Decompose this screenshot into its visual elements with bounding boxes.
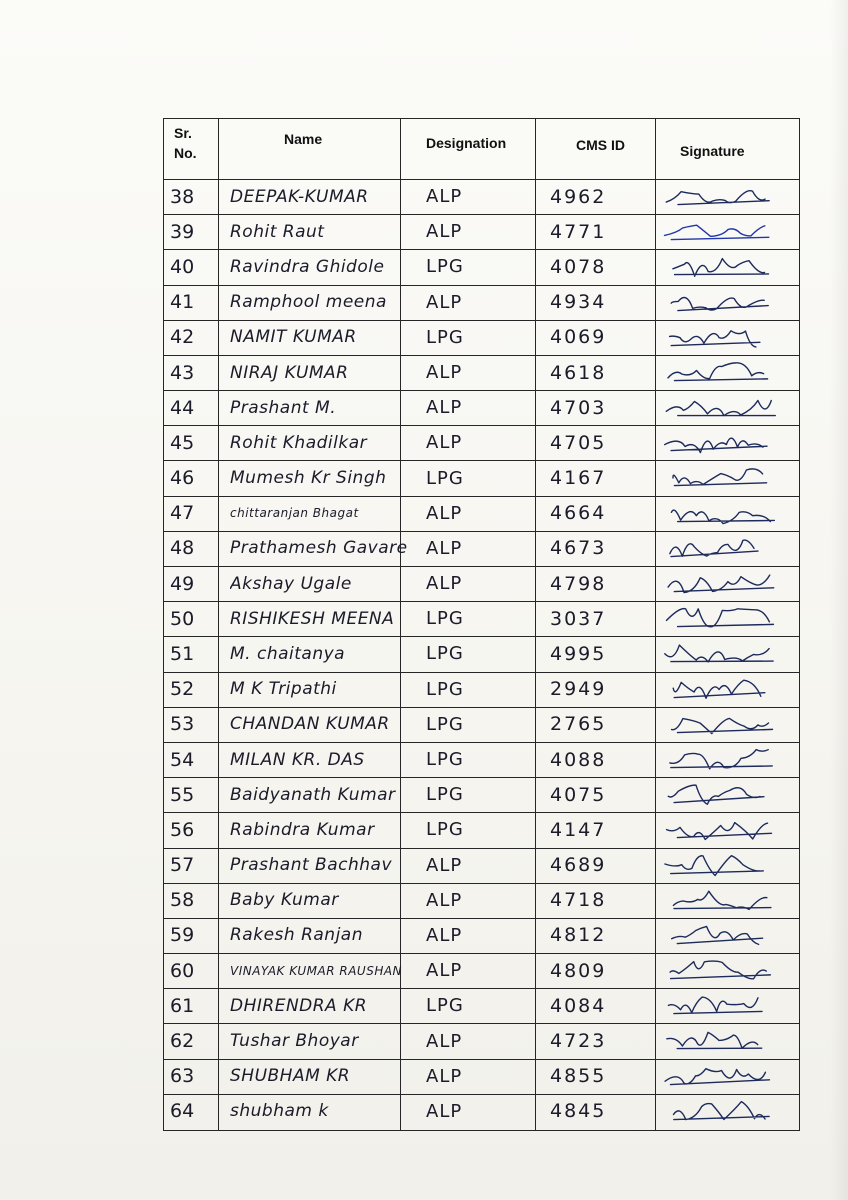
designation-cell: LPG xyxy=(426,749,464,771)
sr-no-cell: 42 xyxy=(170,326,195,349)
cms-id-cell: 4664 xyxy=(550,502,607,525)
signature-scribble xyxy=(658,848,788,883)
name-cell: Prashant M. xyxy=(230,397,337,418)
table-row xyxy=(164,1059,801,1094)
row-divider xyxy=(164,531,799,532)
row-divider xyxy=(164,425,799,426)
row-divider xyxy=(164,1094,799,1095)
name-cell: M K Tripathi xyxy=(230,679,337,700)
signature-mark xyxy=(658,355,796,390)
table-row xyxy=(164,320,801,355)
sr-no-cell: 40 xyxy=(170,255,195,278)
row-divider xyxy=(164,355,799,356)
sr-no-cell: 54 xyxy=(170,748,195,771)
cms-id-cell: 4812 xyxy=(550,924,607,947)
designation-cell: LPG xyxy=(426,643,464,665)
row-divider xyxy=(164,953,799,954)
signature-mark xyxy=(658,883,796,918)
cms-id-cell: 4069 xyxy=(550,326,607,349)
signature-scribble xyxy=(658,1023,788,1058)
table-row xyxy=(164,742,801,777)
designation-cell: ALP xyxy=(426,924,463,946)
row-divider xyxy=(164,390,799,391)
cms-id-cell: 4689 xyxy=(550,854,607,877)
name-cell: VINAYAK KUMAR RAUSHAN xyxy=(230,963,403,978)
signature-mark xyxy=(658,636,796,671)
signature-mark xyxy=(658,848,796,883)
cms-id-cell: 3037 xyxy=(550,607,607,630)
signature-mark xyxy=(658,672,796,707)
signature-mark xyxy=(658,742,796,777)
designation-cell: ALP xyxy=(426,291,463,313)
signature-mark xyxy=(658,425,796,460)
signature-scribble xyxy=(658,812,788,847)
sr-no-cell: 46 xyxy=(170,467,195,490)
table-row xyxy=(164,988,801,1023)
table-row xyxy=(164,531,801,566)
sr-no-cell: 50 xyxy=(170,607,195,630)
designation-cell: LPG xyxy=(426,608,464,630)
name-cell: Rohit Raut xyxy=(230,221,325,242)
name-cell: DHIRENDRA KR xyxy=(230,995,368,1016)
signature-mark xyxy=(658,777,796,812)
cms-id-cell: 4078 xyxy=(550,255,607,278)
signature-scribble xyxy=(658,249,788,284)
signature-scribble xyxy=(658,672,788,707)
signature-mark xyxy=(658,812,796,847)
cms-id-cell: 4075 xyxy=(550,783,607,806)
designation-cell: ALP xyxy=(426,573,463,595)
table-row xyxy=(164,214,801,249)
designation-cell: LPG xyxy=(426,467,464,489)
name-cell: Prashant Bachhav xyxy=(230,855,393,876)
signature-scribble xyxy=(658,355,788,390)
designation-cell: LPG xyxy=(426,256,464,278)
cms-id-cell: 4771 xyxy=(550,220,607,243)
name-cell: Tushar Bhoyar xyxy=(230,1031,359,1052)
signature-mark xyxy=(658,707,796,742)
signature-scribble xyxy=(658,425,788,460)
sr-no-cell: 39 xyxy=(170,220,195,243)
sr-no-cell: 53 xyxy=(170,713,195,736)
table-row xyxy=(164,1094,801,1129)
table-row xyxy=(164,848,801,883)
sr-no-cell: 49 xyxy=(170,572,195,595)
cms-id-cell: 4703 xyxy=(550,396,607,419)
sr-no-cell: 56 xyxy=(170,818,195,841)
sr-no-cell: 60 xyxy=(170,959,195,982)
header-designation: Designation xyxy=(426,135,507,151)
table-row xyxy=(164,883,801,918)
signature-scribble xyxy=(658,601,788,636)
name-cell: Rabindra Kumar xyxy=(230,819,375,840)
cms-id-cell: 4995 xyxy=(550,642,607,665)
row-divider xyxy=(164,496,799,497)
signature-mark xyxy=(658,1094,796,1129)
name-cell: Prathamesh Gavare xyxy=(230,538,408,559)
table-row xyxy=(164,496,801,531)
sr-no-cell: 59 xyxy=(170,924,195,947)
table-row xyxy=(164,812,801,847)
cms-id-cell: 4934 xyxy=(550,291,607,314)
name-cell: Akshay Ugale xyxy=(230,573,352,594)
signature-scribble xyxy=(658,707,788,742)
row-divider xyxy=(164,249,799,250)
signature-mark xyxy=(658,496,796,531)
signature-mark xyxy=(658,601,796,636)
row-divider xyxy=(164,214,799,215)
name-cell: shubham k xyxy=(230,1101,329,1122)
signature-mark xyxy=(658,1059,796,1094)
signature-scribble xyxy=(658,531,788,566)
cms-id-cell: 4088 xyxy=(550,748,607,771)
signature-scribble xyxy=(658,988,788,1023)
row-divider xyxy=(164,707,799,708)
sr-no-cell: 55 xyxy=(170,783,195,806)
row-divider xyxy=(164,566,799,567)
designation-cell: ALP xyxy=(426,960,463,982)
name-cell: Baby Kumar xyxy=(230,890,339,911)
table-row xyxy=(164,953,801,988)
sr-no-cell: 47 xyxy=(170,502,195,525)
cms-id-cell: 4798 xyxy=(550,572,607,595)
header-name: Name xyxy=(284,131,323,147)
signature-mark xyxy=(658,566,796,601)
name-cell: Ravindra Ghidole xyxy=(230,256,385,277)
signature-scribble xyxy=(658,1094,788,1129)
signature-scribble xyxy=(658,918,788,953)
row-divider xyxy=(164,742,799,743)
row-divider xyxy=(164,601,799,602)
table-row xyxy=(164,179,801,214)
cms-id-cell: 4845 xyxy=(550,1100,607,1123)
signature-scribble xyxy=(658,777,788,812)
cms-id-cell: 4718 xyxy=(550,889,607,912)
table-row xyxy=(164,672,801,707)
table-row xyxy=(164,601,801,636)
sr-no-cell: 64 xyxy=(170,1100,195,1123)
sr-no-cell: 45 xyxy=(170,431,195,454)
signature-scribble xyxy=(658,390,788,425)
row-divider xyxy=(164,812,799,813)
designation-cell: ALP xyxy=(426,854,463,876)
signature-scribble xyxy=(658,1059,788,1094)
cms-id-cell: 2949 xyxy=(550,678,607,701)
signature-scribble xyxy=(658,496,788,531)
table-row xyxy=(164,425,801,460)
name-cell: chittaranjan Bhagat xyxy=(230,506,359,521)
name-cell: NAMIT KUMAR xyxy=(230,327,357,348)
signature-scribble xyxy=(658,566,788,601)
signature-scribble xyxy=(658,320,788,355)
row-divider xyxy=(164,777,799,778)
designation-cell: ALP xyxy=(426,186,463,208)
cms-id-cell: 4618 xyxy=(550,361,607,384)
name-cell: CHANDAN KUMAR xyxy=(230,714,390,735)
signature-scribble xyxy=(658,953,788,988)
row-divider xyxy=(164,460,799,461)
name-cell: NIRAJ KUMAR xyxy=(230,362,349,383)
designation-cell: ALP xyxy=(426,397,463,419)
designation-cell: ALP xyxy=(426,221,463,243)
sr-no-cell: 62 xyxy=(170,1030,195,1053)
signature-mark xyxy=(658,390,796,425)
signature-scribble xyxy=(658,883,788,918)
table-row xyxy=(164,707,801,742)
table-row xyxy=(164,355,801,390)
designation-cell: ALP xyxy=(426,432,463,454)
page-edge-shadow xyxy=(830,0,848,1200)
table-row xyxy=(164,285,801,320)
signature-mark xyxy=(658,249,796,284)
table-row xyxy=(164,918,801,953)
signature-scribble xyxy=(658,285,788,320)
designation-cell: LPG xyxy=(426,326,464,348)
table-row xyxy=(164,460,801,495)
table-row xyxy=(164,566,801,601)
designation-cell: ALP xyxy=(426,1030,463,1052)
row-divider xyxy=(164,672,799,673)
cms-id-cell: 4705 xyxy=(550,431,607,454)
designation-cell: LPG xyxy=(426,678,464,700)
table-row xyxy=(164,1023,801,1058)
cms-id-cell: 4809 xyxy=(550,959,607,982)
attendance-table xyxy=(163,118,800,1131)
signature-mark xyxy=(658,953,796,988)
cms-id-cell: 4084 xyxy=(550,994,607,1017)
name-cell: Mumesh Kr Singh xyxy=(230,468,387,489)
signature-scribble xyxy=(658,214,788,249)
row-divider xyxy=(164,918,799,919)
header-signature: Signature xyxy=(680,143,745,159)
signature-mark xyxy=(658,1023,796,1058)
header-sr-no: Sr. No. xyxy=(174,125,197,161)
name-cell: RISHIKESH MEENA xyxy=(230,608,395,629)
sr-no-cell: 63 xyxy=(170,1065,195,1088)
cms-id-cell: 2765 xyxy=(550,713,607,736)
row-divider xyxy=(164,883,799,884)
signature-mark xyxy=(658,285,796,320)
cms-id-cell: 4962 xyxy=(550,185,607,208)
signature-scribble xyxy=(658,179,788,214)
designation-cell: ALP xyxy=(426,1100,463,1122)
sr-no-cell: 41 xyxy=(170,291,195,314)
name-cell: Rohit Khadilkar xyxy=(230,432,368,453)
cms-id-cell: 4167 xyxy=(550,467,607,490)
table-row xyxy=(164,249,801,284)
sr-no-cell: 48 xyxy=(170,537,195,560)
name-cell: Ramphool meena xyxy=(230,292,387,313)
signature-scribble xyxy=(658,742,788,777)
signature-mark xyxy=(658,531,796,566)
header-cms-id: CMS ID xyxy=(576,137,625,153)
sr-no-cell: 57 xyxy=(170,854,195,877)
designation-cell: LPG xyxy=(426,819,464,841)
designation-cell: ALP xyxy=(426,1065,463,1087)
row-divider xyxy=(164,1059,799,1060)
name-cell: M. chaitanya xyxy=(230,643,346,664)
signature-mark xyxy=(658,988,796,1023)
sr-no-cell: 51 xyxy=(170,642,195,665)
sr-no-cell: 52 xyxy=(170,678,195,701)
table-row xyxy=(164,636,801,671)
row-divider xyxy=(164,636,799,637)
signature-scribble xyxy=(658,460,788,495)
row-divider xyxy=(164,320,799,321)
designation-cell: ALP xyxy=(426,362,463,383)
cms-id-cell: 4723 xyxy=(550,1030,607,1053)
table-row xyxy=(164,777,801,812)
name-cell: DEEPAK-KUMAR xyxy=(230,186,369,207)
designation-cell: LPG xyxy=(426,995,464,1017)
designation-cell: LPG xyxy=(426,784,464,806)
name-cell: Baidyanath Kumar xyxy=(230,784,396,805)
table-row xyxy=(164,390,801,425)
row-divider xyxy=(164,848,799,849)
sr-no-cell: 58 xyxy=(170,889,195,912)
designation-cell: ALP xyxy=(426,537,463,559)
designation-cell: ALP xyxy=(426,889,463,911)
name-cell: Rakesh Ranjan xyxy=(230,925,363,946)
designation-cell: ALP xyxy=(426,502,463,524)
signature-mark xyxy=(658,320,796,355)
row-divider xyxy=(164,988,799,989)
cms-id-cell: 4855 xyxy=(550,1065,607,1088)
signature-mark xyxy=(658,179,796,214)
signature-mark xyxy=(658,918,796,953)
signature-mark xyxy=(658,460,796,495)
signature-scribble xyxy=(658,636,788,671)
signature-mark xyxy=(658,214,796,249)
sr-no-cell: 44 xyxy=(170,396,195,419)
row-divider xyxy=(164,285,799,286)
cms-id-cell: 4673 xyxy=(550,537,607,560)
name-cell: MILAN KR. DAS xyxy=(230,749,365,770)
sr-no-cell: 61 xyxy=(170,994,195,1017)
row-divider xyxy=(164,1023,799,1024)
designation-cell: LPG xyxy=(426,713,464,735)
sr-no-cell: 38 xyxy=(170,185,195,208)
name-cell: SHUBHAM KR xyxy=(230,1066,351,1087)
sr-no-cell: 43 xyxy=(170,361,195,384)
cms-id-cell: 4147 xyxy=(550,818,607,841)
